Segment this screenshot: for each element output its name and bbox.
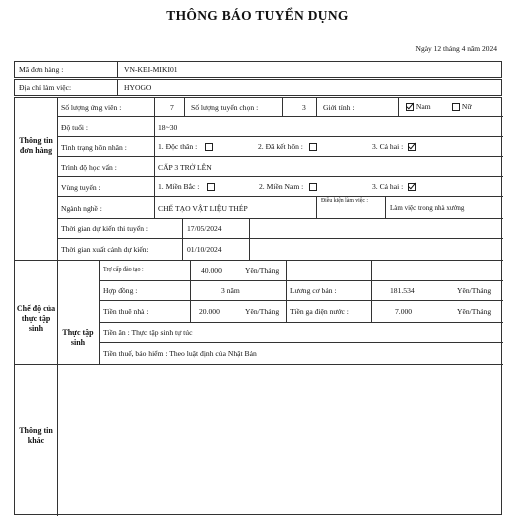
work-condition-value: Làm việc trong nhà xưởng [390,204,465,212]
gender-female-label: Nữ [461,102,472,111]
base-salary-value: 181.534 [390,286,415,295]
marital-option-1[interactable] [158,143,213,151]
training-allowance-value: 40.000 [201,266,222,275]
order-code-label: Mã đơn hàng : [19,65,64,74]
trainee-subsection-title: Thực tập sinh [62,328,94,347]
contract-label: Hợp đồng : [103,286,138,295]
workplace-value: HYOGO [117,80,503,95]
departure-date-value: 01/10/2024 [187,245,222,254]
checkbox-both-region[interactable] [408,183,416,191]
gender-label: Giới tính : [323,103,355,112]
workplace-row [14,79,502,96]
selected-label: Số lượng tuyển chọn : [191,103,259,112]
utilities-unit: Yên/Tháng [457,307,492,316]
marital-option-3-label: 3. Cả hai : [372,142,404,151]
checkbox-female[interactable] [452,103,460,111]
base-salary-label: Lương cơ bản : [290,286,337,295]
work-condition-label: Điều kiện làm việc : [321,198,369,204]
meals-info: Tiền ăn : Thực tập sinh tự túc [103,328,193,337]
contract-value: 3 năm [221,286,240,295]
marital-option-2-label: 2. Đã kết hôn : [258,142,303,151]
marital-label: Tình trạng hôn nhân : [61,143,127,152]
education-label: Trình độ học vấn : [61,163,117,172]
workplace-label: Địa chỉ làm việc: [19,83,72,92]
page-title: THÔNG BÁO TUYỂN DỤNG [166,8,349,23]
benefits-section-title: Chế độ của thực tập sinh [16,304,56,333]
order-code-row [14,61,502,78]
applicants-value: 7 [170,103,174,112]
base-salary-unit: Yên/Tháng [457,286,492,295]
checkbox-single[interactable] [205,143,213,151]
marital-option-1-label: 1. Độc thân : [158,142,198,151]
region-option-1-label: 1. Miền Bắc : [158,182,200,191]
region-option-3-label: 3. Cả hai : [372,182,404,191]
checkbox-married[interactable] [309,143,317,151]
training-allowance-unit: Yên/Tháng [245,266,280,275]
rent-value: 20.000 [199,307,220,316]
region-option-2[interactable] [259,183,317,191]
order-info-section-title: Thông tin đơn hàng [19,136,53,155]
applicants-label: Số lượng ứng viên : [61,103,122,112]
checkbox-male[interactable] [406,103,414,111]
region-option-3[interactable] [372,183,416,191]
education-value: CẤP 3 TRỞ LÊN [158,163,212,172]
gender-male-label: Nam [415,102,431,111]
job-value: CHẾ TẠO VẬT LIỆU THÉP [158,204,248,213]
departure-date-label: Thời gian xuất cảnh dự kiến: [61,245,149,254]
gender-female-option[interactable] [452,103,472,111]
utilities-value: 7.000 [395,307,413,316]
checkbox-south[interactable] [309,183,317,191]
marital-option-3[interactable] [372,143,416,151]
order-code-value: VN-KEI-MIKI01 [117,62,503,77]
recruitment-table [14,97,502,515]
training-allowance-label: Trợ cấp đào tạo : [103,267,144,273]
rent-label: Tiền thuê nhà : [103,307,149,316]
selected-value: 3 [302,103,306,112]
region-label: Vùng tuyển : [61,183,101,192]
other-info-section-title: Thông tin khác [19,426,53,445]
region-option-2-label: 2. Miền Nam : [259,182,304,191]
rent-unit: Yên/Tháng [245,307,280,316]
checkbox-north[interactable] [207,183,215,191]
tax-insurance-info: Tiền thuế, bảo hiểm : Theo luật định của Nhật Bản [103,349,257,358]
checkbox-both-marital[interactable] [408,143,416,151]
utilities-label: Tiền ga điện nước : [290,307,349,316]
gender-male-option[interactable] [406,103,431,111]
age-value: 18~30 [158,123,178,132]
marital-option-2[interactable] [258,143,317,151]
notice-date: Ngày 12 tháng 4 năm 2024 [415,44,497,53]
age-label: Độ tuổi : [61,123,89,132]
interview-date-value: 17/05/2024 [187,224,222,233]
region-option-1[interactable] [158,183,215,191]
job-label: Ngành nghề : [61,204,102,213]
interview-date-label: Thời gian dự kiến thi tuyển : [61,224,149,233]
